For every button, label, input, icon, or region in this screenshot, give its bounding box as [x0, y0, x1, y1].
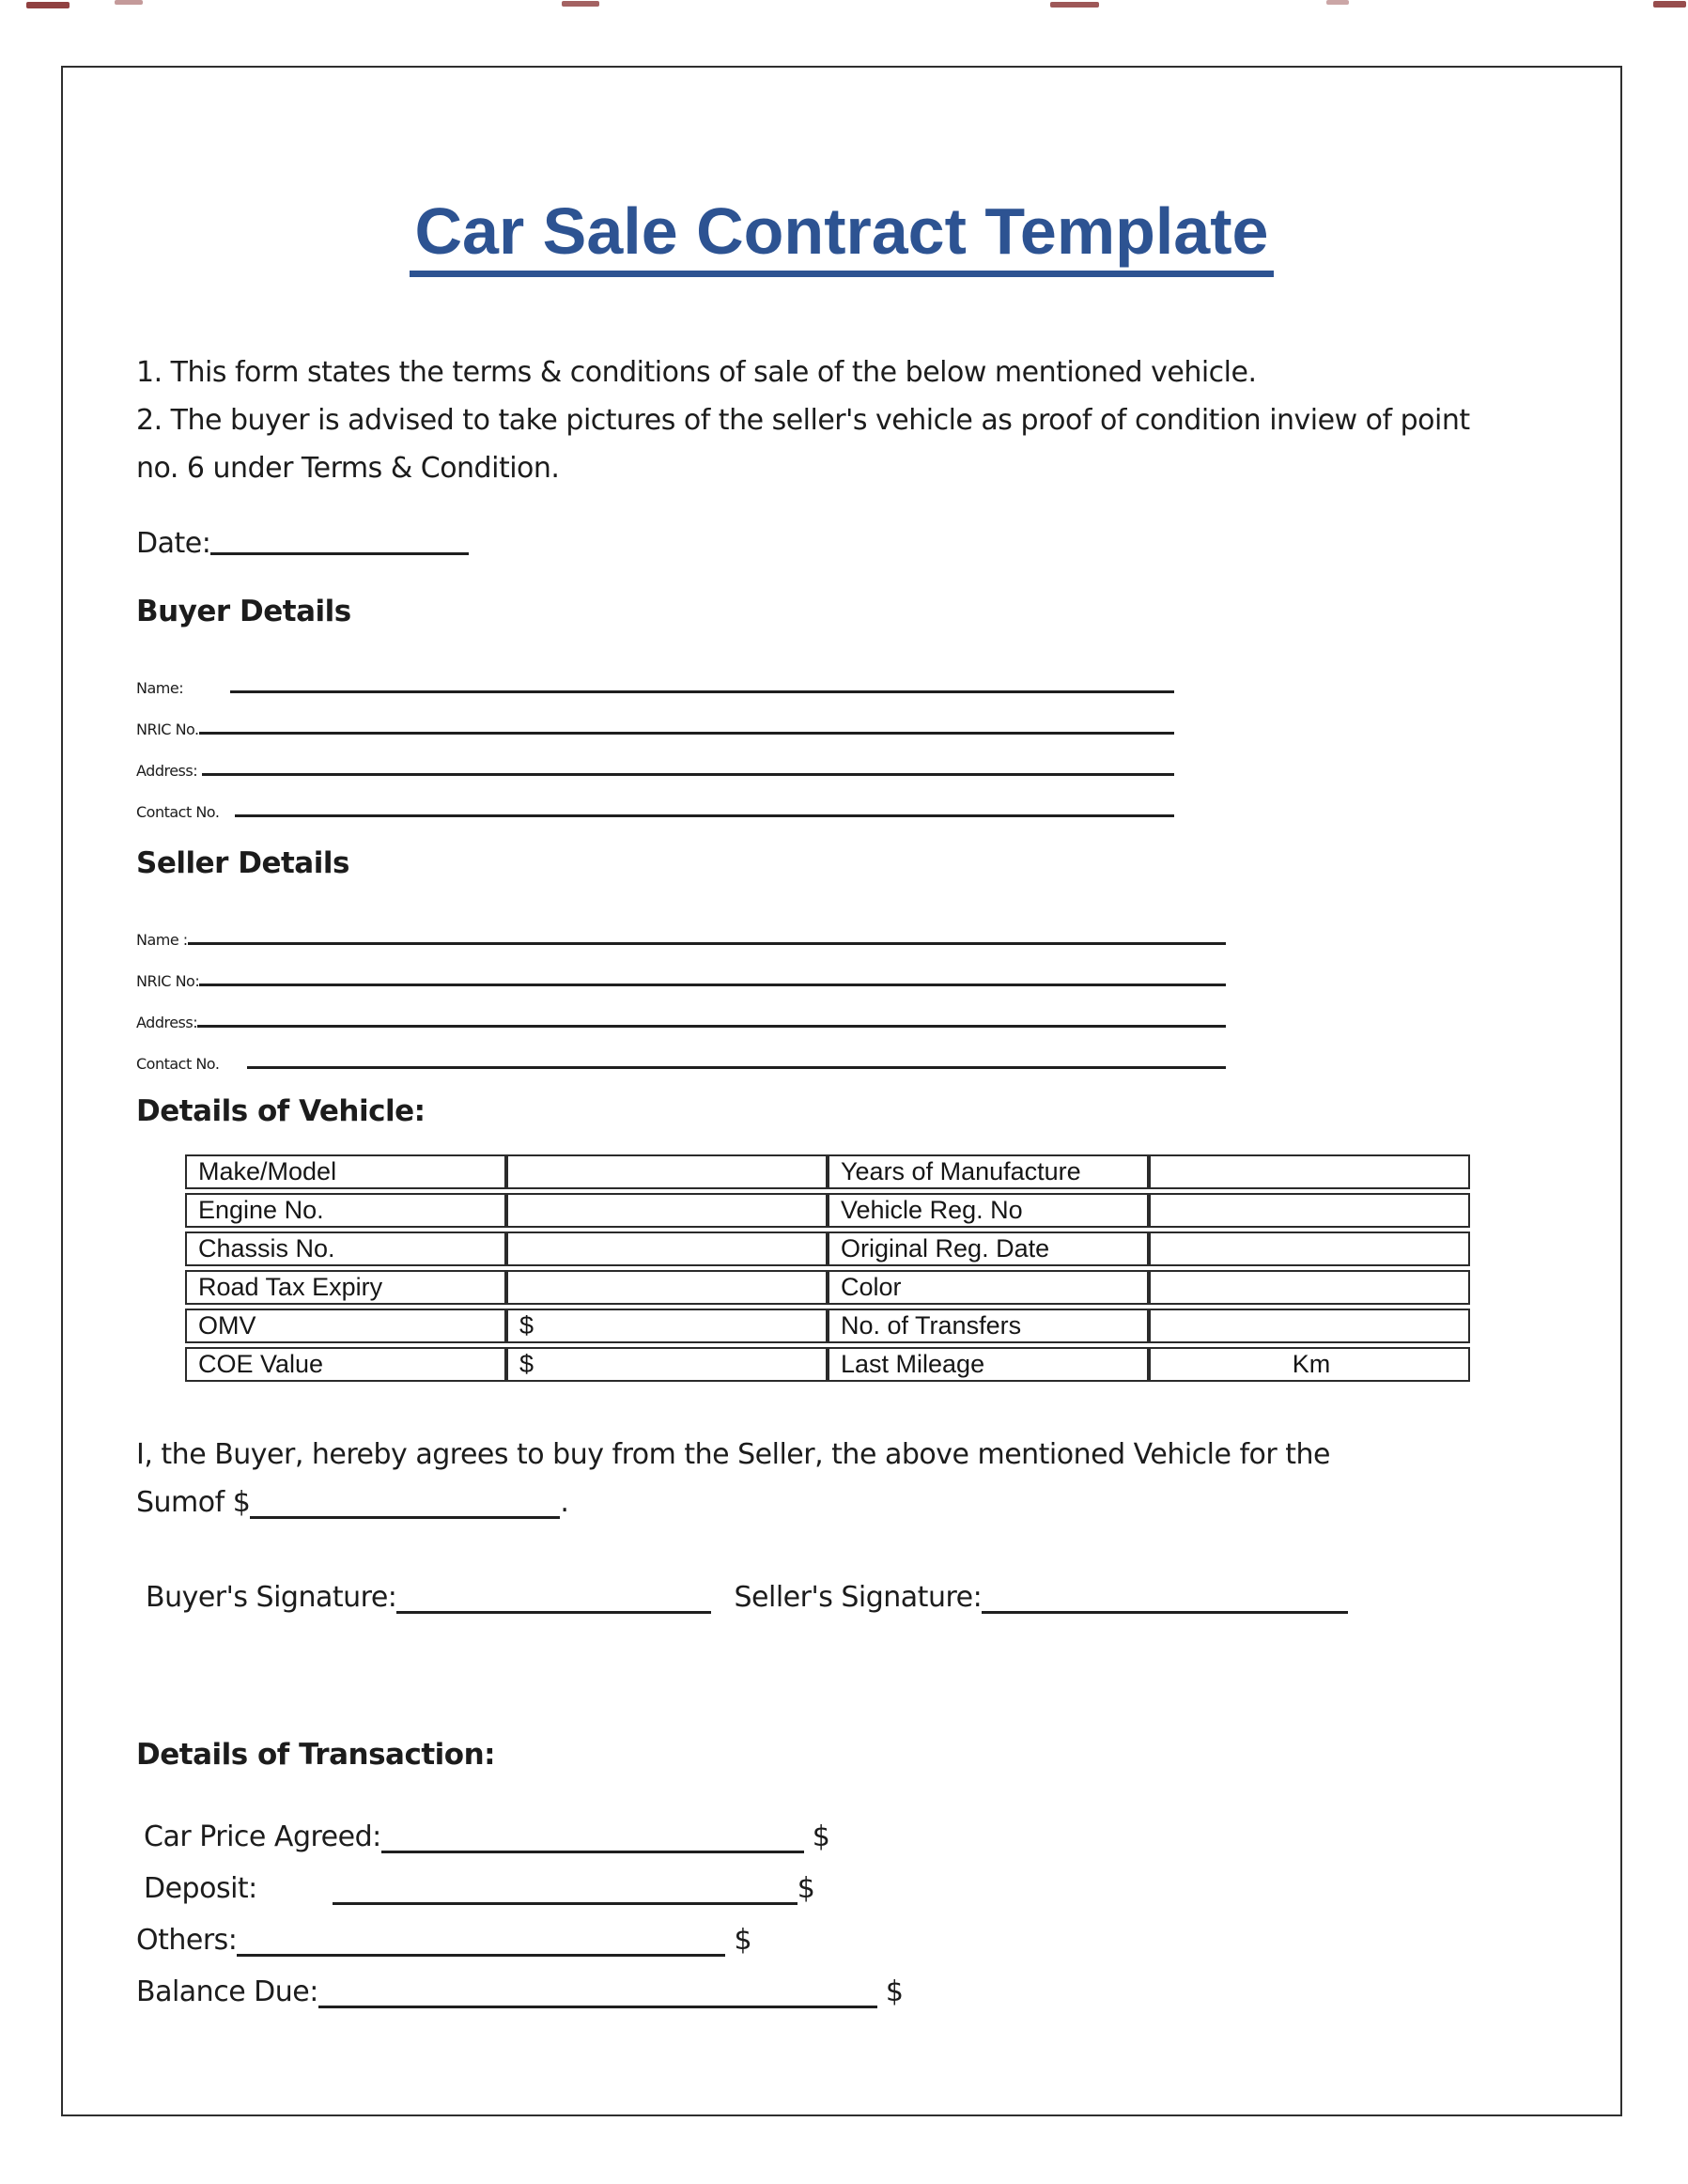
vehicle-attr-label: Make/Model [185, 1154, 506, 1189]
vehicle-attr-label: Last Mileage [828, 1347, 1149, 1382]
vehicle-details-table [185, 1151, 1470, 1386]
scan-artifact-mark [562, 1, 599, 7]
agreement-line-2 [136, 1479, 1620, 1526]
table-row [185, 1193, 1470, 1228]
table-row [185, 1309, 1470, 1343]
buyer-nric-blank-line [199, 732, 1174, 735]
table-row [185, 1347, 1470, 1382]
deposit-label: Deposit: [144, 1871, 257, 1905]
others-label: Others: [136, 1923, 238, 1957]
seller-nric-field [136, 950, 1226, 991]
document-title: Car Sale Contract Template [410, 197, 1275, 277]
seller-address-label: Address: [136, 1014, 198, 1032]
buyer-contact-field [136, 781, 1174, 822]
vehicle-attr-label: Years of Manufacture [828, 1154, 1149, 1189]
seller-contact-field [136, 1032, 1226, 1074]
transaction-rows [136, 1820, 1620, 2027]
vehicle-attr-label: Vehicle Reg. No [828, 1193, 1149, 1228]
seller-signature-line [982, 1611, 1348, 1614]
signatures-row [146, 1581, 1620, 1614]
intro-point-2: 2. The buyer is advised to take pictures of the seller's vehicle as proof of condition inview of point [136, 403, 1470, 437]
vehicle-attr-label: Road Tax Expiry [185, 1270, 506, 1305]
balance-due-label: Balance Due: [136, 1975, 318, 2008]
others-blank-line [237, 1954, 725, 1957]
buyer-name-blank-line [230, 690, 1174, 693]
scan-artifact-mark [26, 2, 70, 8]
buyer-details-fields [136, 657, 1620, 822]
seller-details-heading: Seller Details [136, 845, 349, 880]
deposit-blank-line [333, 1902, 798, 1905]
seller-name-blank-line [188, 942, 1226, 945]
vehicle-attr-value: $ [506, 1309, 828, 1343]
intro-notes [136, 349, 1620, 492]
buyer-contact-label: Contact No. [136, 803, 224, 822]
buyer-nric-label: NRIC No. [136, 720, 199, 739]
seller-name-field [136, 908, 1226, 950]
vehicle-attr-value: $ [506, 1347, 828, 1382]
table-row [185, 1154, 1470, 1189]
vehicle-attr-label: Chassis No. [185, 1231, 506, 1266]
buyer-address-label: Address: [136, 762, 202, 781]
vehicle-attr-value [506, 1231, 828, 1266]
scan-artifact-mark [1050, 2, 1099, 8]
balance-due-currency: $ [885, 1975, 904, 2008]
sum-blank-line [250, 1516, 560, 1519]
buyer-contact-blank-line [235, 814, 1174, 817]
scan-artifact-mark [1326, 0, 1349, 5]
car-price-label: Car Price Agreed: [144, 1820, 381, 1853]
seller-nric-label: NRIC No: [136, 972, 200, 991]
agreement-text [136, 1431, 1620, 1526]
buyer-details-heading: Buyer Details [136, 594, 351, 628]
vehicle-attr-label: COE Value [185, 1347, 506, 1382]
vehicle-attr-value [1149, 1231, 1470, 1266]
seller-details-fields [136, 908, 1620, 1074]
buyer-name-field [136, 657, 1174, 698]
vehicle-attr-value [1149, 1154, 1470, 1189]
seller-address-field [136, 991, 1226, 1032]
balance-due-row [136, 1975, 1620, 2027]
transaction-details-heading: Details of Transaction: [136, 1737, 496, 1772]
intro-point-1: 1. This form states the terms & conditions of sale of the below mentioned vehicle. [136, 355, 1257, 389]
deposit-row [136, 1872, 1620, 1924]
others-currency: $ [734, 1923, 752, 1957]
date-label: Date: [136, 526, 211, 560]
date-field [136, 517, 493, 560]
vehicle-attr-label: Engine No. [185, 1193, 506, 1228]
agreement-sum-label: Sumof $ [136, 1485, 251, 1519]
page-border-frame [61, 66, 1622, 2116]
vehicle-details-heading: Details of Vehicle: [136, 1093, 426, 1128]
vehicle-attr-value: Km [1149, 1347, 1470, 1382]
agreement-period: . [560, 1485, 569, 1519]
buyer-address-field [136, 739, 1174, 781]
scan-artifact-mark [1653, 1, 1686, 8]
buyer-name-label: Name: [136, 679, 188, 698]
buyer-nric-field [136, 698, 1174, 739]
table-row [185, 1231, 1470, 1266]
vehicle-attr-value [506, 1154, 828, 1189]
balance-due-blank-line [318, 2006, 877, 2008]
seller-contact-blank-line [247, 1066, 1226, 1069]
buyer-address-blank-line [202, 773, 1174, 776]
seller-contact-label: Contact No. [136, 1055, 224, 1074]
seller-name-label: Name : [136, 931, 188, 950]
car-price-blank-line [381, 1851, 804, 1853]
vehicle-attr-value [506, 1270, 828, 1305]
intro-point-3: no. 6 under Terms & Condition. [136, 451, 560, 485]
table-row [185, 1270, 1470, 1305]
seller-address-blank-line [197, 1025, 1226, 1028]
seller-nric-blank-line [199, 984, 1226, 986]
vehicle-attr-value [1149, 1309, 1470, 1343]
car-price-currency: $ [812, 1820, 830, 1853]
date-blank-line [210, 552, 469, 555]
seller-signature-label: Seller's Signature: [734, 1580, 983, 1614]
car-price-row [136, 1820, 1620, 1872]
buyer-signature-label: Buyer's Signature: [146, 1580, 397, 1614]
deposit-currency: $ [797, 1871, 815, 1905]
vehicle-attr-label: OMV [185, 1309, 506, 1343]
vehicle-attr-value [1149, 1270, 1470, 1305]
vehicle-attr-value [506, 1193, 828, 1228]
vehicle-attr-label: Color [828, 1270, 1149, 1305]
vehicle-attr-label: Original Reg. Date [828, 1231, 1149, 1266]
scan-artifact-mark [115, 0, 143, 5]
vehicle-attr-label: No. of Transfers [828, 1309, 1149, 1343]
agreement-line-1: I, the Buyer, hereby agrees to buy from the Seller, the above mentioned Vehicle for the [136, 1437, 1331, 1471]
vehicle-attr-value [1149, 1193, 1470, 1228]
buyer-signature-line [396, 1611, 711, 1614]
others-row [136, 1924, 1620, 1975]
